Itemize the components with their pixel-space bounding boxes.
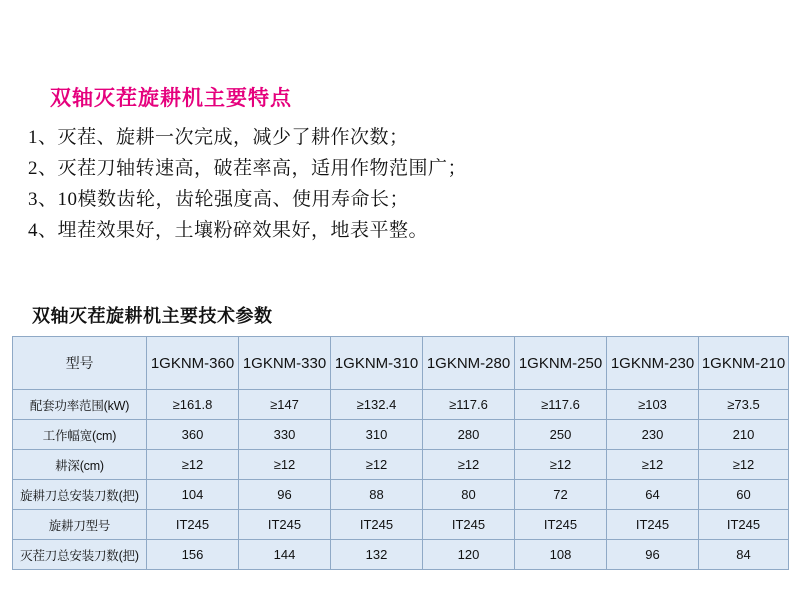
table-cell: 310 (331, 420, 423, 450)
table-cell: ≥147 (239, 390, 331, 420)
table-row (13, 450, 789, 480)
table-cell: 60 (699, 480, 789, 510)
table-cell: 88 (331, 480, 423, 510)
table-cell: 80 (423, 480, 515, 510)
table-cell: ≥12 (699, 450, 789, 480)
table-header-cell (699, 337, 789, 390)
table-cell: IT245 (147, 510, 239, 540)
row-label: 旋耕刀总安装刀数(把) (13, 480, 147, 510)
model-name: 1GKNM-310 (334, 354, 419, 372)
table-cell: 64 (607, 480, 699, 510)
table-cell: 132 (331, 540, 423, 570)
model-name: 1GKNM-280 (426, 354, 511, 372)
table-cell: ≥12 (331, 450, 423, 480)
table-cell: 250 (515, 420, 607, 450)
row-label: 耕深(cm) (13, 450, 147, 480)
table-cell: ≥12 (515, 450, 607, 480)
table-row (13, 420, 789, 450)
spec-table (12, 336, 789, 570)
table-cell: 96 (607, 540, 699, 570)
table-cell: 104 (147, 480, 239, 510)
table-header-cell (147, 337, 239, 390)
table-row (13, 480, 789, 510)
table-header-cell (423, 337, 515, 390)
table-header-cell (239, 337, 331, 390)
feature-item: 3、10模数齿轮，齿轮强度高、使用寿命长； (28, 189, 410, 210)
feature-item: 1、灭茬、旋耕一次完成，减少了耕作次数； (28, 127, 409, 148)
table-header-cell (607, 337, 699, 390)
table-cell: IT245 (331, 510, 423, 540)
row-label: 灭茬刀总安装刀数(把) (13, 540, 147, 570)
row-label: 配套功率范围(kW) (13, 390, 147, 420)
model-name: 1GKNM-230 (610, 354, 695, 372)
table-cell: IT245 (423, 510, 515, 540)
table-cell: 280 (423, 420, 515, 450)
table-cell: IT245 (699, 510, 789, 540)
table-cell: 360 (147, 420, 239, 450)
model-name: 1GKNM-210 (701, 354, 786, 372)
table-cell: 120 (423, 540, 515, 570)
table-cell: 210 (699, 420, 789, 450)
table-cell: ≥117.6 (423, 390, 515, 420)
table-cell: 144 (239, 540, 331, 570)
table-cell: 230 (607, 420, 699, 450)
table-header-cell (515, 337, 607, 390)
table-cell: ≥132.4 (331, 390, 423, 420)
table-row (13, 390, 789, 420)
table-cell: ≥12 (607, 450, 699, 480)
table-cell: 330 (239, 420, 331, 450)
table-row (13, 510, 789, 540)
table-cell: IT245 (515, 510, 607, 540)
table-cell: 108 (515, 540, 607, 570)
table-cell: IT245 (607, 510, 699, 540)
row-label: 旋耕刀型号 (13, 510, 147, 540)
model-name: 1GKNM-250 (518, 354, 603, 372)
table-cell: ≥103 (607, 390, 699, 420)
row-label: 工作幅宽(cm) (13, 420, 147, 450)
table-cell: ≥117.6 (515, 390, 607, 420)
table-cell: IT245 (239, 510, 331, 540)
spec-table-container (12, 336, 788, 570)
feature-item: 4、埋茬效果好，土壤粉碎效果好，地表平整。 (28, 220, 429, 241)
table-header-model-label: 型号 (13, 337, 147, 390)
table-header-cell (331, 337, 423, 390)
model-name: 1GKNM-330 (242, 354, 327, 372)
table-cell: ≥12 (239, 450, 331, 480)
table-cell: ≥73.5 (699, 390, 789, 420)
table-cell: 96 (239, 480, 331, 510)
model-name: 1GKNM-360 (150, 354, 235, 372)
table-cell: ≥161.8 (147, 390, 239, 420)
table-cell: ≥12 (147, 450, 239, 480)
table-cell: 84 (699, 540, 789, 570)
table-cell: ≥12 (423, 450, 515, 480)
table-cell: 72 (515, 480, 607, 510)
page-title: 双轴灭茬旋耕机主要特点 (50, 86, 292, 110)
feature-item: 2、灭茬刀轴转速高，破茬率高，适用作物范围广； (28, 158, 468, 179)
table-row (13, 540, 789, 570)
table-caption: 双轴灭茬旋耕机主要技术参数 (32, 306, 273, 326)
features-list (28, 122, 748, 246)
table-header-row (13, 337, 789, 390)
table-cell: 156 (147, 540, 239, 570)
